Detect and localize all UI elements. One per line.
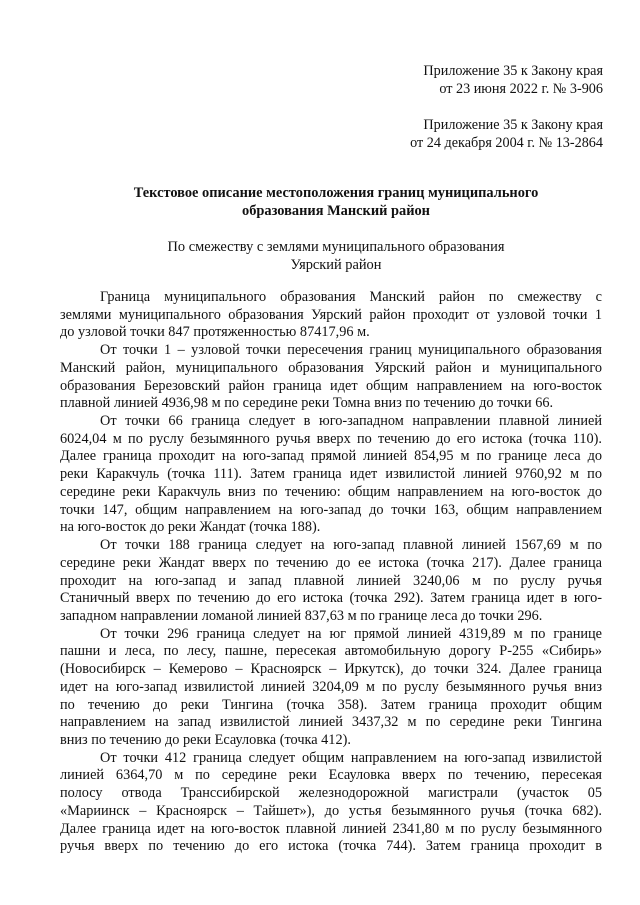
- paragraph-line: середине реки Каракчуль вниз по течению: общим направлением на юго-восток до: [60, 483, 602, 500]
- document-header: [410, 62, 603, 152]
- paragraph-line: западном направлении ломаной линией 837,63 м по границе леса до точки 296.: [60, 607, 543, 624]
- paragraph-line: Станичный вверх по течению до его истока (точка 292). Затем граница идет в юго-: [60, 590, 602, 607]
- paragraph-line: «Мариинск – Красноярск – Тайшет»), до устья безымянного ручья (точка 682).: [60, 802, 602, 819]
- paragraph-line: по течению до реки Тингина (точка 358). Затем граница проходит общим: [60, 696, 602, 713]
- document-title: [60, 184, 612, 220]
- paragraph-line: середине реки Жандат вверх по течению до ее истока (точка 217). Далее граница: [60, 554, 602, 571]
- subtitle-line-1: По смежеству с землями муниципального образования: [167, 239, 505, 255]
- paragraph-line: до узловой точки 847 протяженностью 87417,96 м.: [60, 324, 370, 341]
- paragraph-line: полосу отвода Транссибирской железнодорожной магистрали (участок 05: [60, 785, 602, 802]
- paragraph-line: вниз по течению до реки Есауловка (точка 412).: [60, 731, 351, 748]
- paragraph-line: плавной линией 4936,98 м по середине реки Томна вниз по течению до точки 66.: [60, 395, 554, 412]
- paragraph-line: точки 147, общим направлением на юго-запад до точки 163, общим направлением: [60, 501, 602, 518]
- paragraph-line: направлением на запад извилистой линией 3437,32 м по середине реки Тингина: [60, 714, 602, 731]
- paragraph-line: (Новосибирск – Кемерово – Красноярск – Иркутск), до точки 324. Далее граница: [60, 661, 602, 678]
- paragraph-line: От точки 296 граница следует на юг прямой линией 4319,89 м по границе: [100, 625, 602, 642]
- title-line-2: образования Манский район: [242, 203, 430, 219]
- paragraph-line: пашни и леса, по лесу, пашне, пересекая автомобильную дорогу Р-255 «Сибирь»: [60, 643, 602, 660]
- paragraph: [60, 537, 602, 626]
- document-body: [60, 289, 602, 856]
- paragraph-line: ручья вверх по течению до его истока (точка 744). Затем граница проходит в: [60, 838, 602, 855]
- paragraph-line: проходит на юго-запад и запад плавной линией 3240,06 м по руслу ручья: [60, 572, 602, 589]
- paragraph-line: линией 6364,70 м по середине реки Есауловка вверх по течению, пересекая: [60, 767, 602, 784]
- paragraph-line: Далее граница проходит на юго-запад прямой линией 854,95 м по границе леса до: [60, 448, 602, 465]
- paragraph-line: От точки 412 граница следует общим направлением на юго-запад извилистой: [100, 749, 602, 766]
- paragraph-line: идет на юго-запад извилистой линией 3204,09 м по руслу безымянного ручья вниз: [60, 678, 602, 695]
- paragraph: [60, 289, 602, 342]
- paragraph-line: Манский район, муниципального образования Уярский район и муниципального: [60, 359, 602, 376]
- appendix-original-reference: [410, 116, 603, 152]
- paragraph-line: на юго-восток до реки Жандат (точка 188).: [60, 519, 321, 536]
- paragraph-line: Далее граница идет на юго-восток плавной линией 2341,80 м по руслу безымянного: [60, 820, 602, 837]
- paragraph: [60, 626, 602, 750]
- paragraph-line: образования Березовский район граница идет общим направлением на юго-восток: [60, 377, 602, 394]
- paragraph-line: От точки 1 – узловой точки пересечения границ муниципального образования: [100, 342, 602, 359]
- section-subtitle: [60, 238, 612, 274]
- appendix-current-reference: [410, 62, 603, 98]
- paragraph: [60, 413, 602, 537]
- paragraph-line: От точки 188 граница следует на юго-запад плавной линией 1567,69 м по: [100, 537, 602, 554]
- paragraph-line: реки Каракчуль (точка 111). Затем граница идет извилистой линией 9760,92 м по: [60, 466, 602, 483]
- paragraph: [60, 750, 602, 856]
- paragraph-line: 6024,04 м по руслу безымянного ручья вверх по течению до его истока (точка 110).: [60, 430, 602, 447]
- subtitle-line-2: Уярский район: [290, 257, 382, 273]
- appendix-original-line-1: Приложение 35 к Закону края: [423, 117, 603, 133]
- appendix-original-line-2: от 24 декабря 2004 г. № 13-2864: [410, 135, 603, 151]
- paragraph-line: От точки 66 граница следует в юго-западном направлении плавной линией: [100, 413, 602, 430]
- paragraph-line: землями муниципального образования Уярский район проходит от узловой точки 1: [60, 306, 602, 323]
- paragraph-line: Граница муниципального образования Манский район по смежеству с: [100, 289, 602, 305]
- appendix-current-line-2: от 23 июня 2022 г. № 3-906: [439, 81, 603, 97]
- appendix-current-line-1: Приложение 35 к Закону края: [423, 63, 603, 79]
- title-line-1: Текстовое описание местоположения границ муниципального: [133, 185, 539, 201]
- paragraph: [60, 342, 602, 413]
